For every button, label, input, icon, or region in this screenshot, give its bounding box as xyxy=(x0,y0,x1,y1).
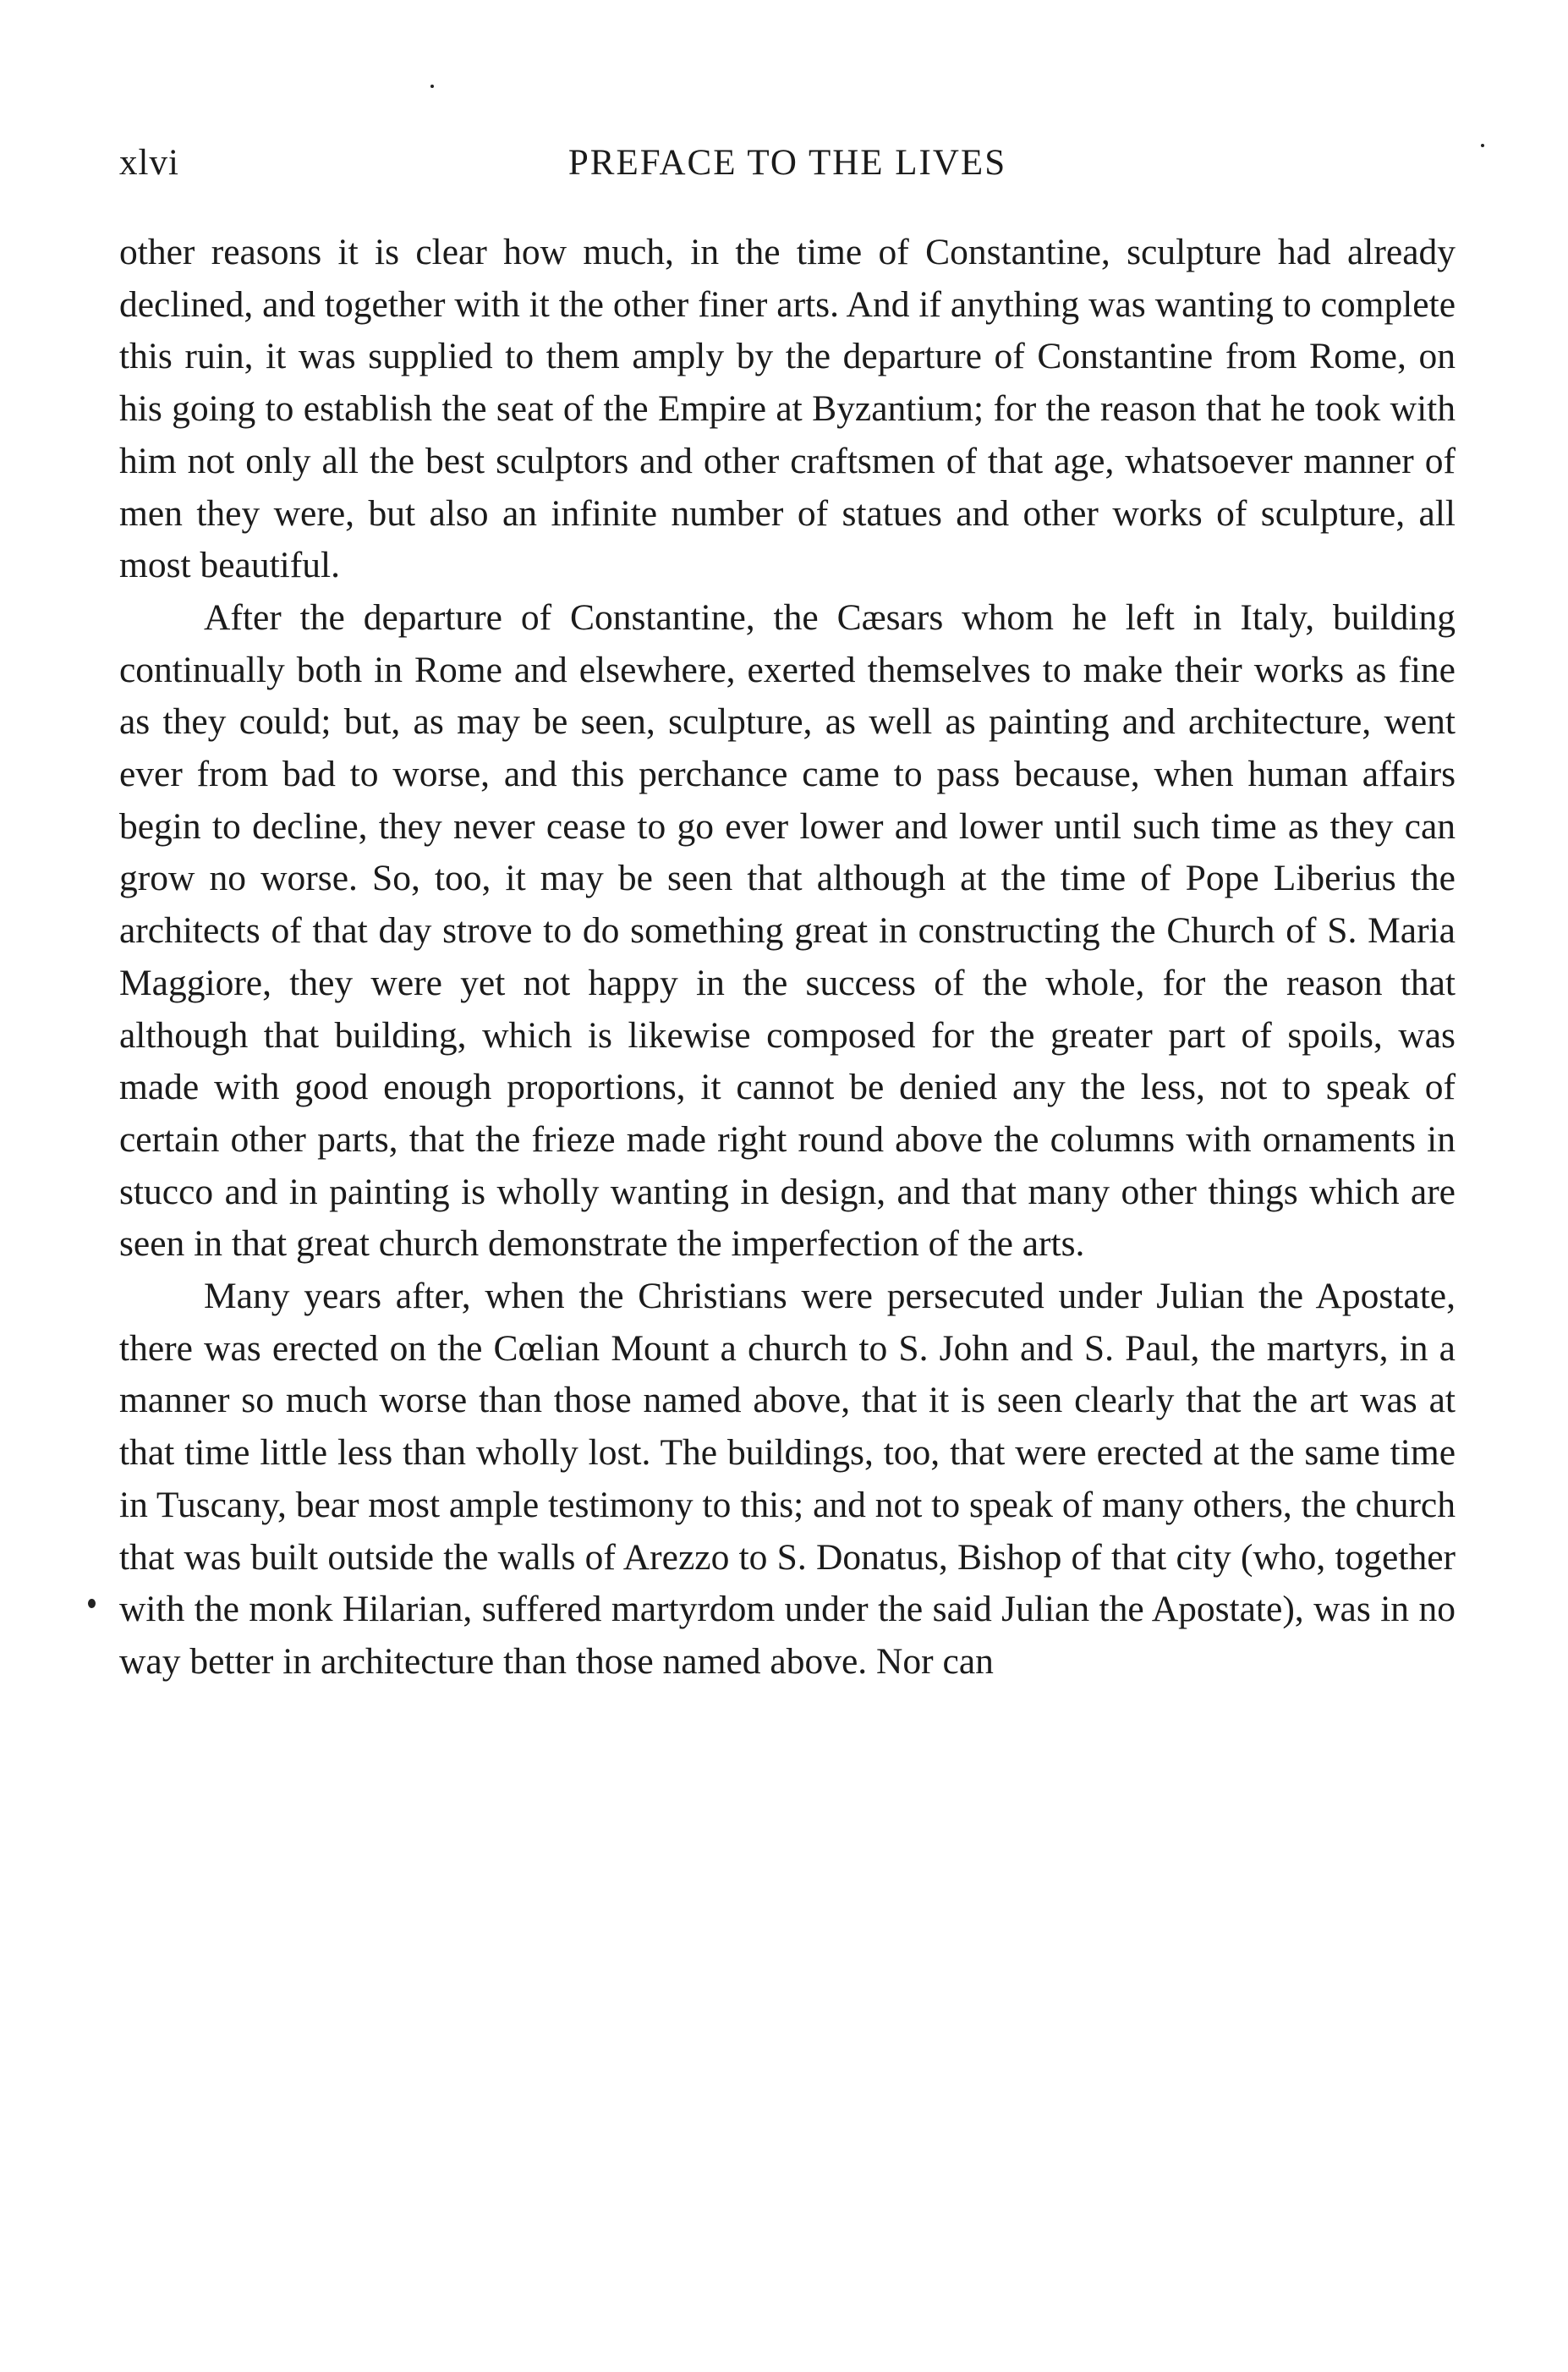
page-number: xlvi xyxy=(119,143,179,183)
paragraph: Many years after, when the Christians were persecuted under Julian the Apostate, there was erected on the Cœlian Mount a church to S. John and S. Paul, the martyrs, in a manner so much worse than those named above, that it is seen clearly that the art was at that time little less than wholly lost. The buildings, too, that were erected at the same time in Tuscany, bear most ample testimony to this; and not to speak of many others, the church that was built outside the walls of Arezzo to S. Donatus, Bishop of that city (who, together with the monk Hilarian, suffered martyrdom under the said Julian the Apostate), was in no way better in architecture than those named above. Nor can xyxy=(119,1276,1456,1682)
running-title: PREFACE TO THE LIVES xyxy=(567,143,1007,183)
ink-speck xyxy=(1481,144,1484,147)
margin-ink-mark xyxy=(88,1599,96,1608)
paragraph-continued: other reasons it is clear how much, in the time of Constantine, sculpture had already declined, and together with it the other finer arts. And if anything was wanting to complete this ruin, it was supplied to them amply by the departure of Constantine from Rome, on his going to establish the seat of the Empire at Byzantium; for the reason that he took with him not only all the best sculptors and other craftsmen of that age, whatsoever manner of men they were, but also an infinite number of statues and other works of sculpture, all most beautiful. xyxy=(119,232,1456,586)
running-header xyxy=(119,142,1456,201)
ink-speck xyxy=(430,85,434,88)
paragraph: After the departure of Constantine, the Cæsars whom he left in Italy, building continually both in Rome and elsewhere, exerted themselves to make their works as fine as they could; but, as may be seen, sculpture, as well as painting and architecture, went ever from bad to worse, and this perchance came to pass because, when human affairs begin to decline, they never cease to go ever lower and lower until such time as they can grow no worse. So, too, it may be seen that although at the time of Pope Liberius the architects of that day strove to do something great in constructing the Church of S. Maria Maggiore, they were yet not happy in the success of the whole, for the reason that although that building, which is likewise composed for the greater part of spoils, was made with good enough proportions, it cannot be denied any the less, not to speak of certain other parts, that the frieze made right round above the columns with ornaments in stucco and in painting is wholly wanting in design, and that many other things which are seen in that great church demonstrate the imperfection of the arts. xyxy=(119,596,1456,1265)
body-text xyxy=(119,227,1456,1688)
